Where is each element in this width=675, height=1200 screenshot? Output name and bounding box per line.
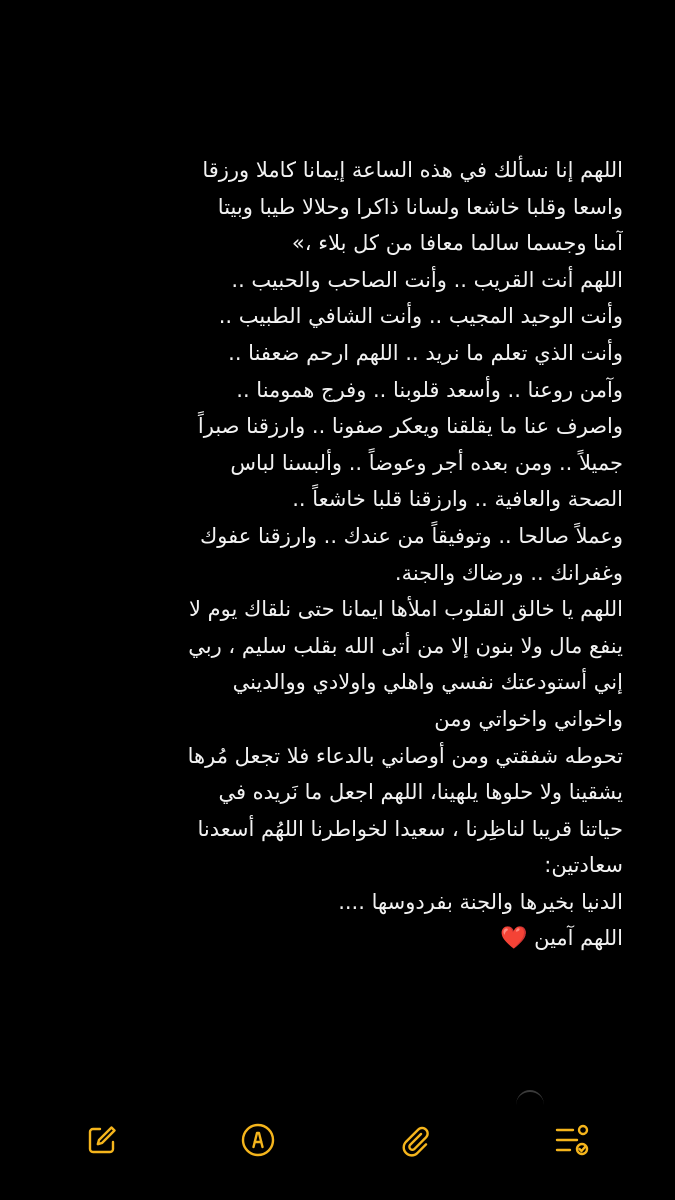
note-line: وآمن روعنا .. وأسعد قلوبنا .. وفرج همومنا .. xyxy=(236,377,623,402)
note-line: آمنا وجسما سالما معافا من كل بلاء ،» xyxy=(291,231,623,256)
compose-icon xyxy=(85,1123,119,1157)
attachment-button[interactable] xyxy=(394,1120,434,1160)
note-line: واسعا وقلبا خاشعا ولسانا ذاكرا وحلالا طيبا وبيتا xyxy=(217,194,623,219)
note-line: حياتنا قريبا لناظِرنا ، سعيدا لخواطرنا اللهُم أسعدنا xyxy=(197,816,623,841)
note-line: وغفرانك .. ورضاك والجنة. xyxy=(394,560,623,585)
note-line: سعادتين: xyxy=(544,853,623,878)
note-line: واصرف عنا ما يقلقنا ويعكر صفونا .. وارزقنا صبراً xyxy=(197,414,623,439)
note-line: إني أستودعتك نفسي واهلي واولادي ووالديني xyxy=(232,670,623,695)
note-line: الصحة والعافية .. وارزقنا قلبا خاشعاً .. xyxy=(292,487,623,512)
note-line: وعملاً صالحا .. وتوفيقاً من عندك .. وارزقنا عفوك xyxy=(199,523,623,548)
markup-button[interactable] xyxy=(238,1120,278,1160)
checklist-icon xyxy=(553,1123,591,1157)
markup-icon xyxy=(240,1122,276,1158)
checklist-button[interactable] xyxy=(552,1120,592,1160)
bottom-toolbar xyxy=(0,1112,675,1168)
note-line-text: اللهم آمين xyxy=(534,926,623,951)
note-line: اللهم يا خالق القلوب املأها ايمانا حتى نلقاك يوم لا xyxy=(188,597,623,622)
note-line: جميلاً .. ومن بعده أجر وعوضاً .. وألبسنا لباس xyxy=(230,450,623,475)
note-line: اللهم إنا نسألك في هذه الساعة إيمانا كاملا ورزقا xyxy=(202,158,623,182)
note-line: يشقينا ولا حلوها يلهينا، اللهم اجعل ما نَريده في xyxy=(218,780,623,805)
heart-emoji: ❤️ xyxy=(499,926,528,952)
note-line-last xyxy=(60,920,623,958)
note-line: واخواني واخواتي ومن xyxy=(434,706,623,731)
compose-button[interactable] xyxy=(82,1120,122,1160)
note-body[interactable] xyxy=(60,152,623,958)
note-line: تحوطه شفقتي ومن أوصاني بالدعاء فلا تجعل مُرها xyxy=(187,743,623,768)
note-line: اللهم أنت القريب .. وأنت الصاحب والحبيب .. xyxy=(231,267,623,292)
note-line: ينفع مال ولا بنون إلا من أتى الله بقلب سليم ، ربي xyxy=(188,633,623,658)
note-line: وأنت الوحيد المجيب .. وأنت الشافي الطبيب .. xyxy=(218,304,623,329)
attachment-icon xyxy=(397,1123,431,1157)
note-line: وأنت الذي تعلم ما نريد .. اللهم ارحم ضعفنا .. xyxy=(228,340,623,365)
note-line: الدنيا بخيرها والجنة بفردوسها .... xyxy=(338,889,623,914)
